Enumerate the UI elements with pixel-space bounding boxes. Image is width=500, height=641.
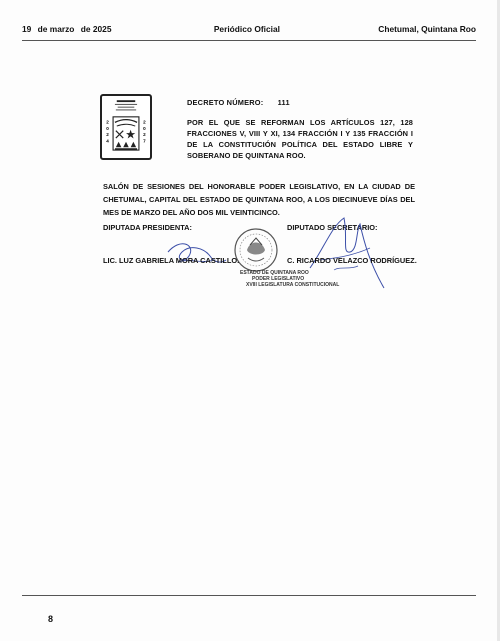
- page-header: [22, 24, 476, 34]
- header-divider: [22, 40, 476, 41]
- right-signatory-name: C. RICARDO VELAZCO RODRÍGUEZ.: [287, 256, 417, 265]
- header-date: [22, 24, 116, 34]
- decree-number-line: [187, 98, 290, 107]
- page-number: 8: [48, 614, 54, 624]
- legislature-logo-emblem: [102, 96, 150, 158]
- decree-number-label: DECRETO NÚMERO:: [187, 98, 264, 107]
- decree-description: POR EL QUE SE REFORMAN LOS ARTÍCULOS 127, 128 FRACCIONES V, VIII Y XI, 134 FRACCIÓN I Y 135 FRACCIÓN I DE LA CONSTITUCIÓN POLÍTICA DEL ESTADO LIBRE Y SOBERANO DE QUINTANA ROO.: [187, 118, 413, 160]
- stamp-line-power: PODER LEGISLATIVO: [252, 276, 305, 282]
- logo-year-right-1: 2: [143, 119, 146, 125]
- header-date-day: 19: [22, 24, 32, 34]
- logo-year-left-1: 2: [106, 119, 109, 125]
- seal-eagle-emblem: [230, 226, 282, 276]
- left-signature-scribble: [160, 234, 230, 274]
- logo-year-right-4: 7: [143, 138, 146, 144]
- logo-year-left-4: 4: [106, 138, 109, 144]
- left-signatory-role: DIPUTADA PRESIDENTA:: [103, 223, 192, 232]
- session-paragraph: SALÓN DE SESIONES DEL HONORABLE PODER LEGISLATIVO, EN LA CIUDAD DE CHETUMAL, CAPITAL DEL ESTADO DE QUINTANA ROO, A LOS DIECINUEVE DÍAS DEL MES DE MARZO DEL AÑO DOS MIL VEINTICINCO.: [103, 182, 415, 217]
- right-signatory-role: DIPUTADO SECRETARIO:: [287, 223, 378, 232]
- decree-number-value: 111: [277, 98, 290, 107]
- official-seal: [230, 226, 282, 276]
- logo-year-right-2: 0: [143, 125, 146, 131]
- header-date-month: de marzo: [37, 24, 75, 34]
- stamp-line-state: ESTADO DE QUINTANA ROO: [240, 270, 309, 276]
- header-location: Chetumal, Quintana Roo: [378, 24, 476, 34]
- header-date-year: de 2025: [80, 24, 112, 34]
- stamp-line-legislature: XVIII LEGISLATURA CONSTITUCIONAL: [246, 282, 340, 288]
- logo-year-left-2: 0: [106, 125, 109, 131]
- footer-divider: [22, 595, 476, 596]
- legislature-logo: [100, 94, 152, 160]
- header-publication-title: Periódico Oficial: [213, 24, 280, 34]
- logo-year-right-3: 2: [143, 132, 146, 138]
- official-stamp-text: [240, 270, 339, 288]
- left-signatory-name: LIC. LUZ GABRIELA MORA CASTILLO.: [103, 256, 240, 265]
- logo-year-left-3: 2: [106, 132, 109, 138]
